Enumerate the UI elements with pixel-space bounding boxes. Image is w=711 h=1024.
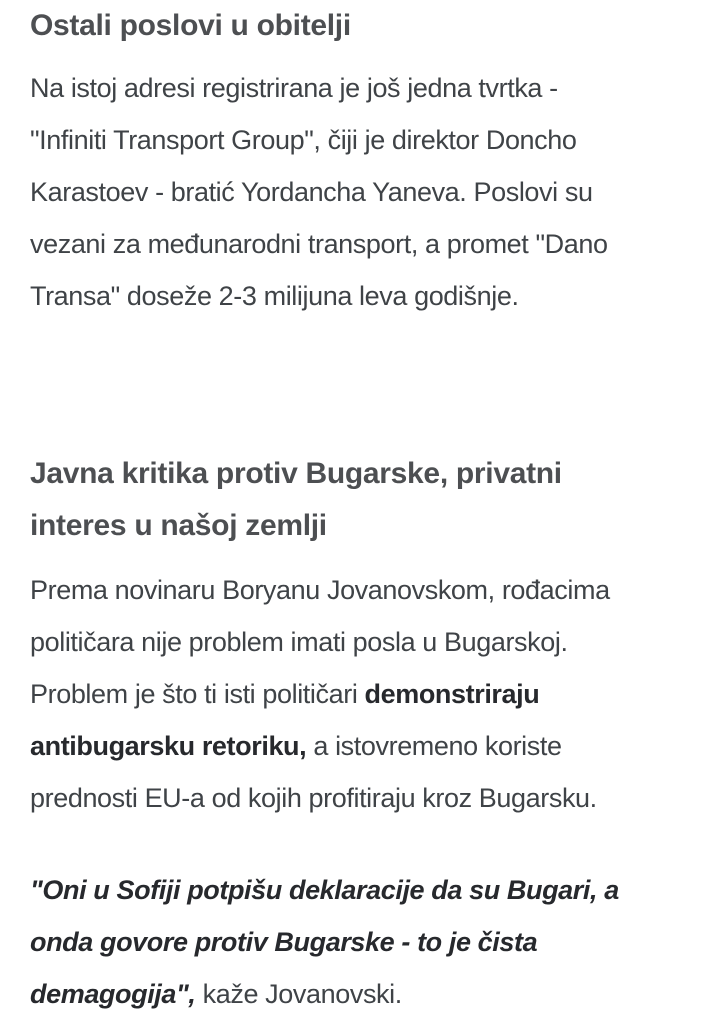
bold-run: demonstriraju [364, 679, 540, 709]
text-run: prednosti EU-a od kojih profitiraju kroz Bugarsku. [30, 783, 597, 813]
text-run: političara nije problem imati posla u Bugarskoj. [30, 627, 568, 657]
quote-run: "Oni u Sofiji potpišu deklaracije da su Bugari, a [30, 875, 619, 905]
text-line [30, 62, 687, 114]
text-line [30, 668, 687, 720]
bold-run: antibugarsku retoriku, [30, 731, 307, 761]
heading-line: Javna kritika protiv Bugarske, privatni [30, 457, 562, 490]
text-line [30, 564, 687, 616]
text-line [30, 968, 687, 1020]
paragraph [30, 564, 687, 824]
text-run: "Infiniti Transport Group", čiji je direktor Doncho [30, 125, 577, 155]
text-run: Karastoev - bratić Yordancha Yaneva. Poslovi su [30, 177, 593, 207]
quote-paragraph [30, 864, 687, 1020]
heading-line: interes u našoj zemlji [30, 509, 327, 542]
text-line [30, 772, 687, 824]
text-run: Na istoj adresi registrirana je još jedna tvrtka - [30, 73, 558, 103]
text-run: Transa" doseže 2-3 milijuna leva godišnje. [30, 281, 519, 311]
heading-line: Ostali poslovi u obitelji [30, 9, 351, 42]
text-line [30, 720, 687, 772]
text-run: a istovremeno koriste [306, 731, 562, 761]
text-line [30, 864, 687, 916]
quote-run: demagogija", [30, 979, 196, 1009]
text-line [30, 114, 687, 166]
text-line [30, 218, 687, 270]
quote-run: onda govore protiv Bugarske - to je čista [30, 927, 538, 957]
text-line [30, 270, 687, 322]
paragraph [30, 62, 687, 322]
text-line [30, 616, 687, 668]
text-line [30, 166, 687, 218]
section-heading [30, 0, 687, 52]
text-run: Prema novinaru Boryanu Jovanovskom, rođacima [30, 575, 610, 605]
text-run: Problem je što ti isti političari [30, 679, 365, 709]
text-run: vezani za međunarodni transport, a promet "Dano [30, 229, 608, 259]
section-heading [30, 448, 687, 552]
text-line [30, 916, 687, 968]
text-run: kaže Jovanovski. [195, 979, 402, 1009]
